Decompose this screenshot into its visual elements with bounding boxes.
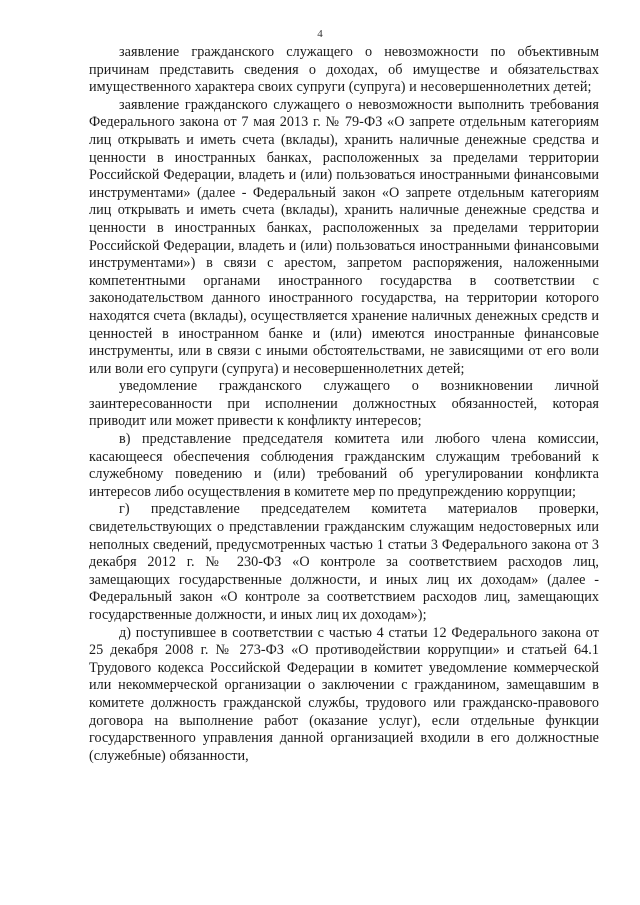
paragraph-statement-foreign-accounts: заявление гражданского служащего о невозможности выполнить требования Федерального закона от 7 мая 2013 г. № 79-ФЗ «О запрете отдельным категориям лиц открывать и иметь счета (вклады), хранить наличные денежные средства и ценности в иностранных банках, расположенных за пределами территории Российской Федерации, владеть и (или) пользоваться иностранными финансовыми инструментами» (далее - Федеральный закон «О запрете отдельным категориям лиц открывать и иметь счета (вклады), хранить наличные денежные средства и ценности в иностранных банках, расположенных за пределами территории Российской Федерации, владеть и (или) пользоваться иностранными финансовыми инструментами») в связи с арестом, запретом распоряжения, наложенными компетентными органами иностранного государства в соответствии с законодательством данного иностранного государства, на территории которого находятся счета (вклады), осуществляется хранение наличных денежных средств и ценностей в иностранном банке и (или) имеются иностранные финансовые инструменты, или в связи с иными обстоятельствами, не зависящими от его воли или воли его супруги (супруга) и несовершеннолетних детей; bbox=[89, 96, 599, 377]
paragraph-item-v: в) представление председателя комитета или любого члена комиссии, касающееся обеспечения соблюдения гражданским служащим требований к служебному поведению и (или) требований об урегулировании конфликта интересов либо осуществления в комитете мер по предупреждению коррупции; bbox=[89, 431, 599, 500]
paragraph-statement-income: заявление гражданского служащего о невозможности по объективным причинам представить сведения о доходах, об имуществе и обязательствах имущественного характера своих супруги (супруга) и несовершеннолетних детей; bbox=[89, 44, 599, 96]
paragraph-item-g: г) представление председателем комитета материалов проверки, свидетельствующих о представлении гражданским служащим недостоверных или неполных сведений, предусмотренных частью 1 статьи 3 Федерального закона от 3 декабря 2012 г. № 230-ФЗ «О контроле за соответствием расходов лиц, замещающих государственные должности, и иных лиц их доходам» (далее - Федеральный закон «О контроле за соответствием расходов лиц, замещающих государственные должности, и иных лиц их доходам»); bbox=[89, 501, 599, 623]
document-body bbox=[89, 44, 599, 765]
page-number: 4 bbox=[317, 28, 323, 40]
paragraph-conflict-notice: уведомление гражданского служащего о возникновении личной заинтересованности при исполнении должностных обязанностей, которая приводит или может привести к конфликту интересов; bbox=[89, 378, 599, 430]
paragraph-item-d: д) поступившее в соответствии с частью 4 статьи 12 Федерального закона от 25 декабря 2008 г. № 273-ФЗ «О противодействии коррупции» и статьей 64.1 Трудового кодекса Российской Федерации в комитет уведомление коммерческой или некоммерческой организации о заключении с гражданином, замещавшим в комитете должность гражданской службы, трудового или гражданско-правового договора на выполнение работ (оказание услуг), если отдельные функции государственного управления данной организацией входили в его должностные (служебные) обязанности, bbox=[89, 624, 599, 764]
